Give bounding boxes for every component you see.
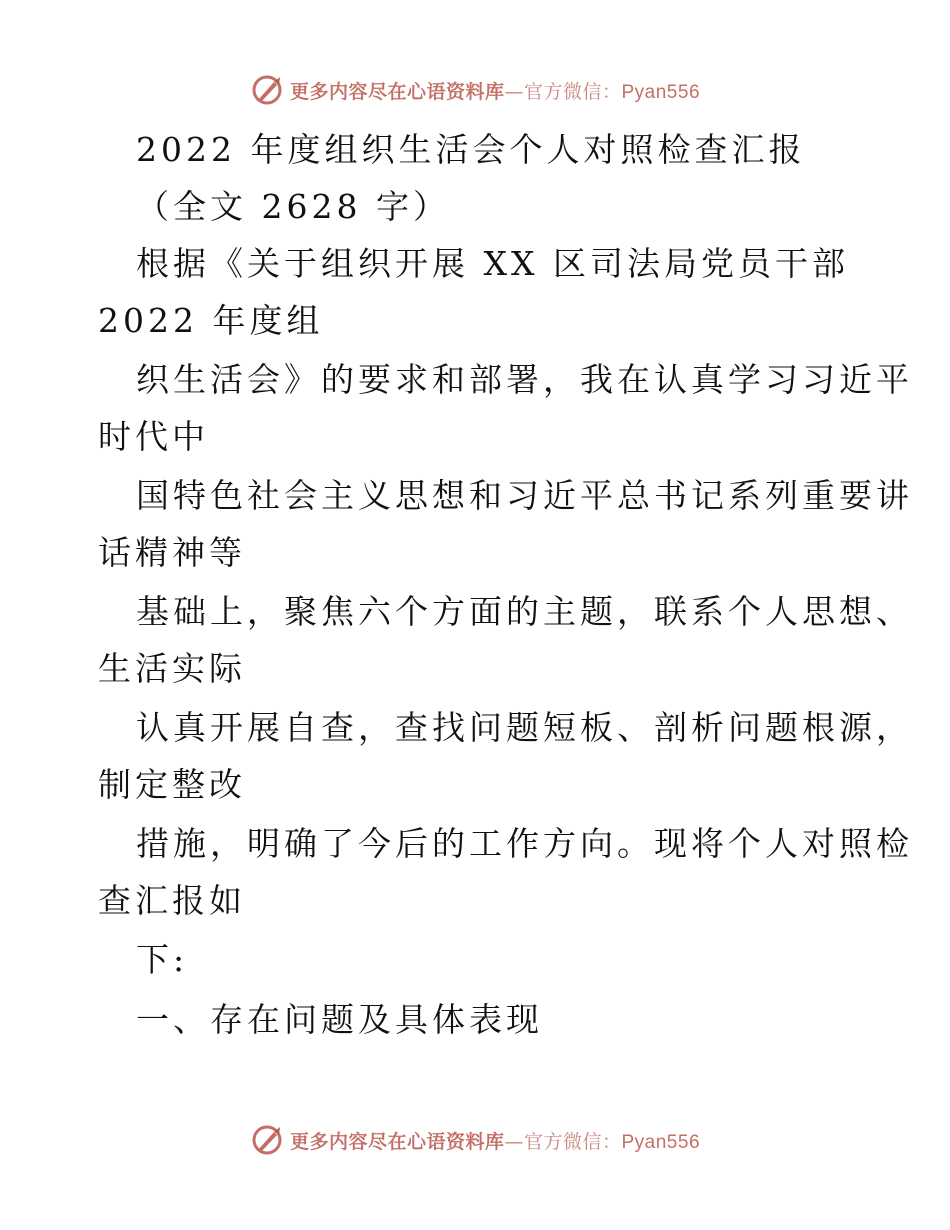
watermark-main-text: 更多内容尽在心语资料库 — [289, 1130, 505, 1153]
watermark-main-text: 更多内容尽在心语资料库 — [289, 80, 505, 103]
paragraph-line: 生活实际 — [98, 649, 246, 688]
watermark-wechat-id: Pyan556 — [621, 81, 701, 103]
quill-pen-logo-icon — [250, 73, 284, 107]
document-subtitle: （全文 2628 字） — [136, 187, 450, 226]
paragraph-line: 国特色社会主义思想和习近平总书记系列重要讲 — [136, 476, 913, 515]
watermark-text — [290, 77, 700, 104]
watermark-suffix: 官方微信： — [523, 1130, 622, 1153]
watermark-separator: — — [504, 80, 524, 103]
paragraph-line: 2022 年度组 — [98, 301, 324, 340]
quill-pen-logo-icon — [250, 1123, 284, 1157]
paragraph-line: 基础上，聚焦六个方面的主题，联系个人思想、 — [136, 592, 913, 631]
paragraph-line: 根据《关于组织开展 XX 区司法局党员干部 — [136, 244, 849, 283]
paragraph-line: 时代中 — [98, 417, 209, 456]
watermark-text — [290, 1127, 700, 1154]
watermark-footer — [0, 1120, 950, 1160]
watermark-header — [0, 70, 950, 110]
watermark-suffix: 官方微信： — [523, 80, 622, 103]
document-title: 2022 年度组织生活会个人对照检查汇报 — [136, 130, 806, 169]
watermark-separator: — — [504, 1130, 524, 1153]
paragraph-line: 认真开展自查，查找问题短板、剖析问题根源， — [136, 708, 913, 747]
section-heading: 一、存在问题及具体表现 — [136, 1000, 543, 1039]
paragraph-line: 措施，明确了今后的工作方向。现将个人对照检 — [136, 824, 913, 863]
paragraph-line: 下: — [136, 940, 189, 979]
paragraph-line: 查汇报如 — [98, 881, 246, 920]
paragraph-line: 织生活会》的要求和部署，我在认真学习习近平 — [136, 360, 913, 399]
watermark-wechat-id: Pyan556 — [621, 1131, 701, 1153]
paragraph-line: 话精神等 — [98, 533, 246, 572]
paragraph-line: 制定整改 — [98, 765, 246, 804]
